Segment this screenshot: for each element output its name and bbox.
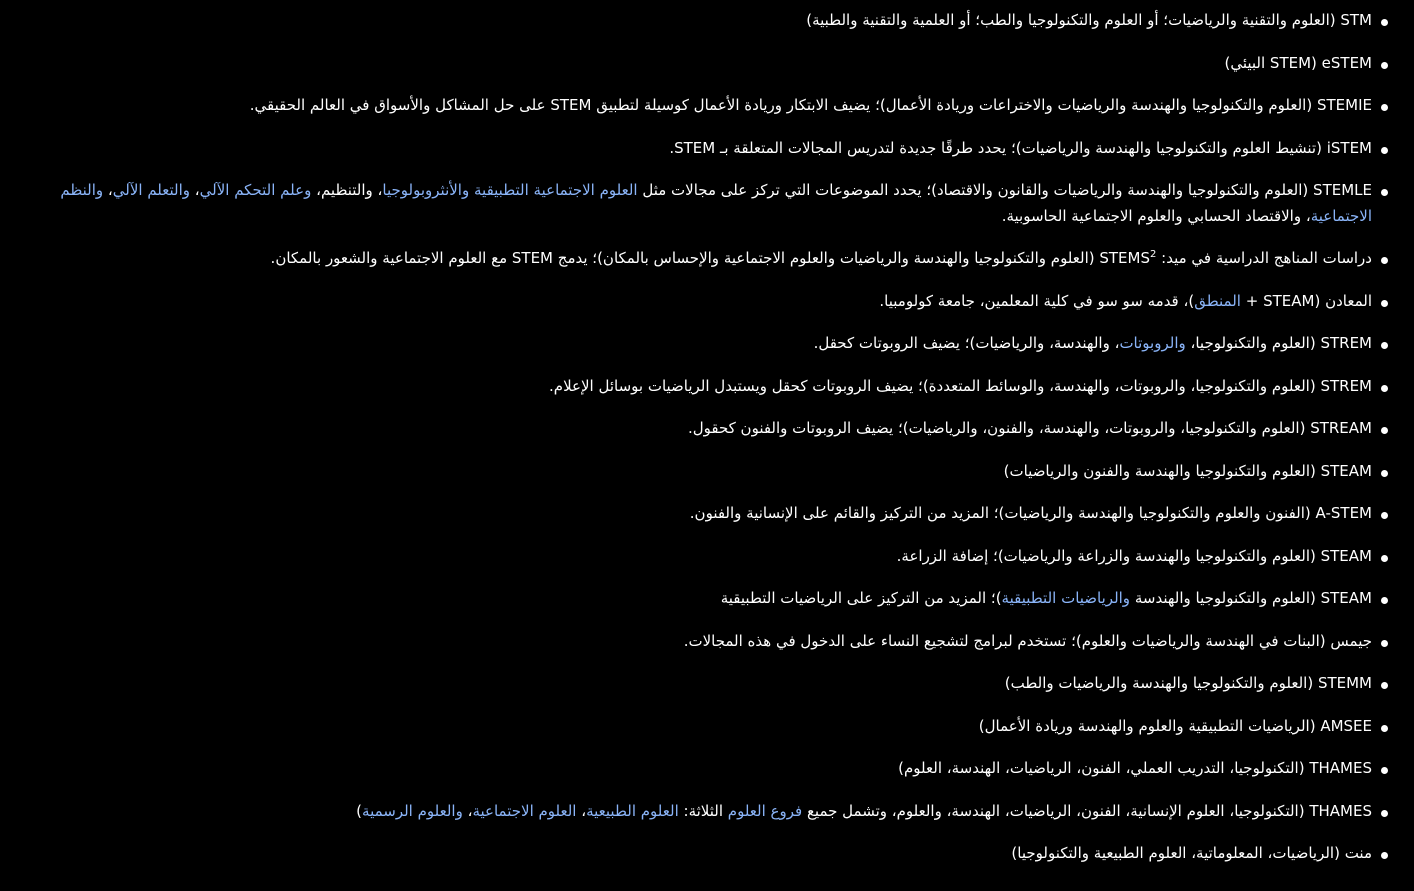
- item-text: A-STEM (الفنون والعلوم والتكنولوجيا والهندسة والرياضيات)؛ المزيد من التركيز والقائم على الإنسانية والفنون.: [689, 504, 1372, 522]
- link-applied-mathematics[interactable]: والرياضيات التطبيقية: [1001, 589, 1131, 607]
- item-text: STREM (العلوم والتكنولوجيا،: [1185, 334, 1372, 352]
- item-text: ،: [190, 181, 200, 199]
- link-logic[interactable]: المنطق: [1194, 291, 1241, 310]
- list-item: [40, 51, 1398, 77]
- item-text: STEAM (العلوم والتكنولوجيا والهندسة: [1130, 589, 1372, 607]
- item-text: STEMLE (العلوم والتكنولوجيا والهندسة والرياضيات والقانون والاقتصاد)؛ يحدد الموضوعات التي تركز على مجالات مثل: [637, 181, 1372, 199]
- item-text: دراسات المناهج الدراسية في ميد: STEMS: [1099, 249, 1372, 267]
- item-text: iSTEM (تنشيط العلوم والتكنولوجيا والهندسة والرياضيات)؛ يحدد طرقًا جديدة لتدريس المجالات المتعلقة بـ STEM.: [669, 138, 1372, 157]
- superscript: 2: [1150, 249, 1157, 260]
- item-text: ، والاقتصاد الحسابي والعلوم الاجتماعية الحاسوبية.: [1001, 206, 1311, 225]
- link-social-sciences[interactable]: العلوم الاجتماعية: [472, 801, 577, 820]
- item-text: ،: [462, 801, 473, 820]
- list-item: [40, 586, 1398, 612]
- list-item: [40, 544, 1398, 570]
- list-item: [40, 714, 1398, 740]
- item-text: ،: [576, 801, 587, 820]
- link-natural-sciences[interactable]: العلوم الطبيعية: [586, 801, 679, 820]
- list-item: [40, 501, 1398, 527]
- link-formal-sciences[interactable]: والعلوم الرسمية: [362, 801, 463, 820]
- list-item: [40, 178, 1398, 229]
- list-item: [40, 8, 1398, 34]
- list-item: [40, 246, 1398, 272]
- item-text: المعادن (STEAM +: [1240, 291, 1372, 310]
- list-item: [40, 331, 1398, 357]
- item-text: STEMM (العلوم والتكنولوجيا والهندسة والرياضيات والطب): [1004, 674, 1372, 692]
- list-item: [40, 671, 1398, 697]
- item-text: STREM (العلوم والتكنولوجيا، والروبوتات، والهندسة، والوسائط المتعددة)؛ يضيف الروبوتات كحقل ويستبدل الرياضيات بوسائل الإعلام.: [549, 376, 1372, 395]
- list-item: [40, 629, 1398, 655]
- link-applied-social-sciences[interactable]: العلوم الاجتماعية التطبيقية: [474, 181, 638, 199]
- item-text: )، قدمه سو سو في كلية المعلمين، جامعة كولومبيا.: [879, 291, 1195, 310]
- item-text: STREAM (العلوم والتكنولوجيا، والروبوتات، والهندسة، والفنون، والرياضيات)؛ يضيف الروبوتات والفنون كحقول.: [687, 419, 1372, 437]
- item-text: STEAM (العلوم والتكنولوجيا والهندسة والفنون والرياضيات): [1003, 461, 1372, 480]
- list-item: [40, 459, 1398, 485]
- list-item: [40, 416, 1398, 442]
- item-text: الثلاثة:: [678, 801, 728, 820]
- item-text: ، والهندسة، والرياضيات)؛ يضيف الروبوتات كحقل.: [813, 334, 1120, 352]
- link-anthropology[interactable]: والأنثروبولوجيا: [382, 181, 470, 199]
- item-text: eSTEM (STEM البيئي): [1224, 53, 1372, 72]
- list-item: [40, 374, 1398, 400]
- link-machine-learning[interactable]: والتعلم الآلي: [112, 181, 191, 199]
- item-text: STEMIE (العلوم والتكنولوجيا والهندسة والرياضيات والاختراعات وريادة الأعمال)؛ يضيف الابتكار وريادة الأعمال كوسيلة لتطبيق STEM على حل المشاكل والأسواق في العالم الحقيقي.: [249, 96, 1372, 114]
- link-cybernetics[interactable]: وعلم التحكم الآلي: [199, 181, 312, 199]
- list-item: [40, 93, 1398, 119]
- list-item: [40, 799, 1398, 825]
- item-text: جيمس (البنات في الهندسة والرياضيات والعلوم)؛ تستخدم لبرامج لتشجيع النساء على الدخول في هذه المجالات.: [683, 631, 1372, 650]
- item-text: STM (العلوم والتقنية والرياضيات؛ أو العلوم والتكنولوجيا والطب؛ أو العلمية والتقنية والطبية): [806, 11, 1372, 29]
- link-branches-of-science[interactable]: فروع العلوم: [727, 801, 803, 820]
- item-text: STEAM (العلوم والتكنولوجيا والهندسة والزراعة والرياضيات)؛ إضافة الزراعة.: [896, 546, 1372, 565]
- item-text: THAMES (التكنولوجيا، التدريب العملي، الفنون، الرياضيات، الهندسة، العلوم): [898, 759, 1372, 777]
- list-item: [40, 756, 1398, 782]
- item-text: ، والتنظيم،: [311, 181, 383, 199]
- item-text: منت (الرياضيات، المعلوماتية، العلوم الطبيعية والتكنولوجيا): [1011, 844, 1372, 862]
- item-text: )؛ المزيد من التركيز على الرياضيات التطبيقية: [720, 589, 1002, 607]
- list-item: [40, 136, 1398, 162]
- item-text: AMSEE (الرياضيات التطبيقية والعلوم والهندسة وريادة الأعمال): [978, 716, 1372, 735]
- item-text: ،: [103, 181, 113, 199]
- item-text: (العلوم والتكنولوجيا والهندسة والرياضيات والعلوم الاجتماعية والإحساس بالمكان)؛ يدمج STEM مع العلوم الاجتماعية والشعور بالمكان.: [270, 249, 1100, 267]
- list-item: [40, 289, 1398, 315]
- link-robotics[interactable]: والروبوتات: [1119, 334, 1186, 352]
- list-item: [40, 841, 1398, 867]
- item-text: ): [356, 801, 363, 820]
- link-social-systems[interactable]: والنظم الاجتماعية: [60, 181, 1372, 225]
- item-text: THAMES (التكنولوجيا، العلوم الإنسانية، الفنون، الرياضيات، الهندسة، والعلوم، وتشمل جميع: [802, 801, 1372, 820]
